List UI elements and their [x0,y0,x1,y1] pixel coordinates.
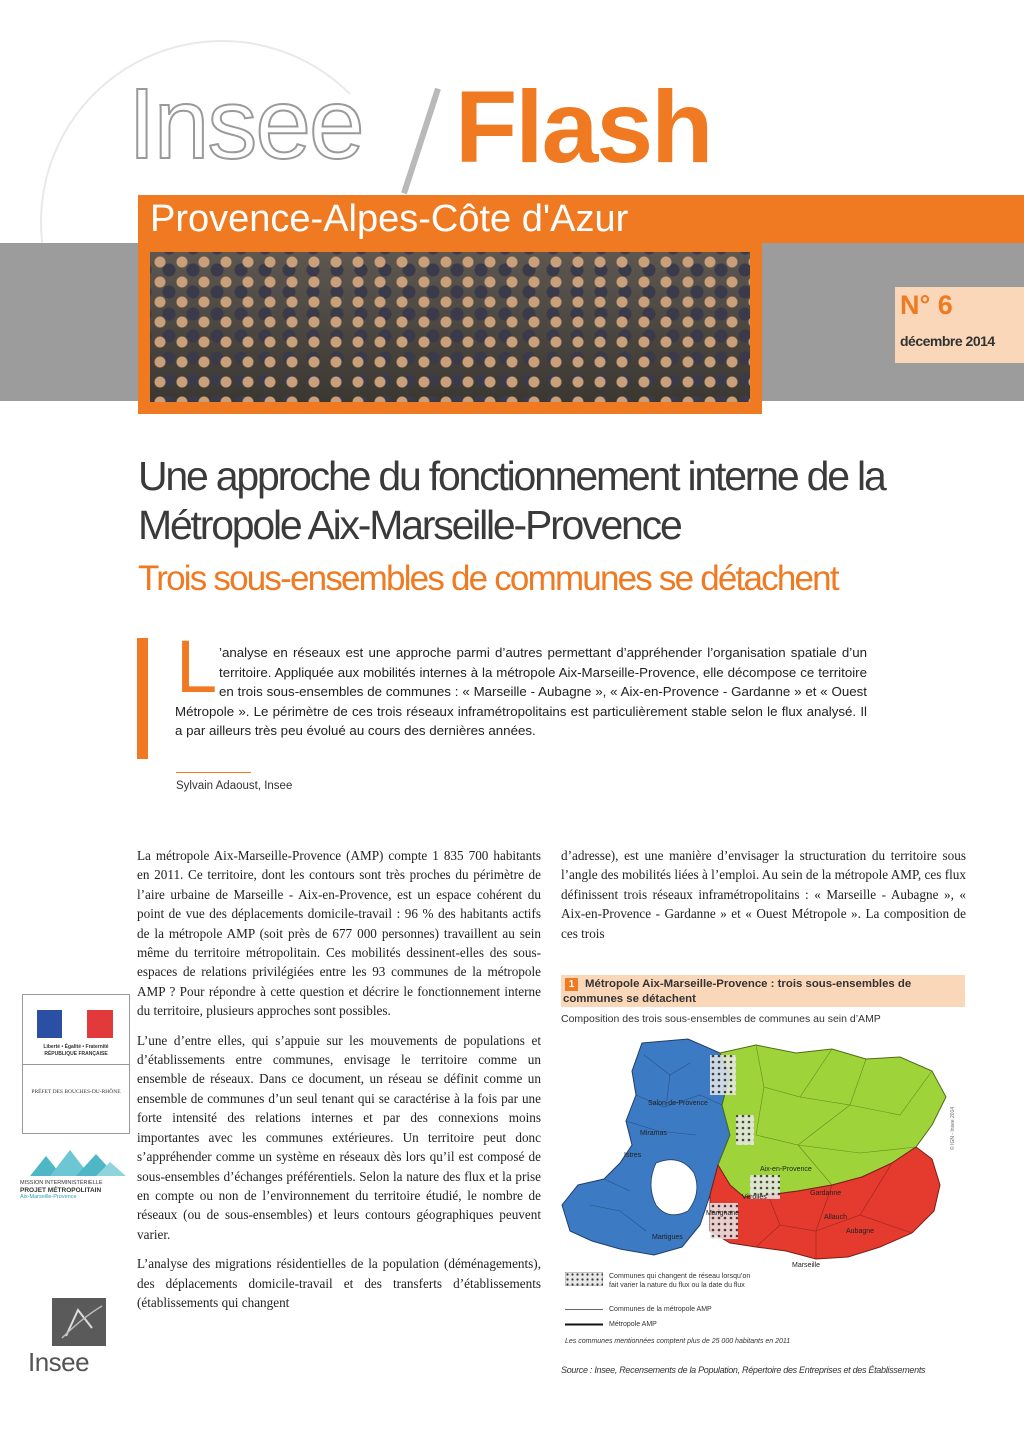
divider [22,1064,130,1065]
hatched-area [710,1203,738,1239]
map-label: Aubagne [846,1228,875,1235]
insee-logo-icon [52,1298,106,1346]
author-rule [176,772,251,773]
body-column-2: d’adresse), est une manière d’envisager la structuration du territoire sous l’angle des mobilités liées à l’emploi. Au sein de la métropole AMP, ces flux définissent trois réseaux inframétropolitains : « Marseille - Aubagne », « Aix-en-Provence - Gardanne » et « Ouest Métropole ». La composition de ces trois [561,848,966,941]
map-note: Les communes mentionnées comptent plus de 25 000 habitants en 2011 [565,1338,791,1345]
body-paragraph: L’une d’entre elles, qui s’appuie sur les mouvements de populations et d’établissements entre communes, envisage le territoire comme un ensemble de réseaux. Dans ce document, un réseau se définit comme un ensemble de communes d’un seul tenant qui se caractérise à la fois par une forte intensité des relations internes et par des connexions moins importantes avec les communes extérieures. Un territoire peut donc s’appréhender comme un système en réseaux dès lors qu’il est composé de sous-ensembles d’échanges préférentiels. Selon la nature des flux et la prise en compte ou non de l’environnement du territoire étudié, le nombre de réseaux (ou de sous-ensembles) et leurs contours géographiques peuvent varier. [137,1032,541,1242]
map-label: Miramas [640,1130,667,1137]
legend-hatched-label: Communes qui changent de réseau lorsqu’on fait varier la nature du flux ou la date du flux [609,1273,751,1289]
intro-text: ’analyse en réseaux est une approche parmi d’autres permettant d’appréhender l’organisation spatiale d’un territoire. Appliquée aux mobilités internes à la métropole Aix-Marseille-Provence, elle décompose ce territoire en trois sous-ensembles de communes : « Marseille - Aubagne », « Aix-en-Provence - Gardanne » et « Ouest Métropole ». Le périmètre de ces trois réseaux inframétropolitains est particulièrement stable selon le flux analysé. Il a par ailleurs très peu évolué au cours des dernières années. [175,645,867,739]
insee-logo-text: Insee [28,1347,90,1377]
intro-paragraph [175,643,867,741]
author: Sylvain Adaoust, Insee [176,780,293,792]
hatched-area [710,1055,736,1095]
intro-accent-bar [137,638,148,759]
prefet-text: PRÉFET DES BOUCHES-DU-RHÔNE [31,1089,121,1095]
figure-source: Source : Insee, Recensements de la Population, Répertoire des Entreprises et des Établissements [561,1365,926,1375]
map-copyright: © IGN - Insee 2014 [950,1106,956,1150]
brand-flash: Flash [455,70,712,184]
network-map [560,1035,950,1270]
republique-text: Liberté • Égalité • Fraternité RÉPUBLIQUE FRANÇAISE [43,1044,109,1057]
map-label: Vitrolles [742,1194,767,1201]
legend-metropole-label: Métropole AMP [609,1321,657,1328]
figure-number: 1 [565,978,578,991]
map-label: Allauch [824,1214,847,1221]
issue-number: N° 6 [900,290,953,320]
map-label: Marignane [706,1210,740,1217]
map-label: Martigues [652,1234,683,1241]
body-paragraph: La métropole Aix-Marseille-Provence (AMP) compte 1 835 700 habitants en 2011. Ce territoire, dont les contours sont très proches du périmètre de l’aire urbaine de Marseille - Aix-en-Provence, est un espace cohérent du point de vue des déplacements domicile-travail : 96 % des habitants actifs de la métropole AMP (soit près de 677 000 personnes) travaillent au sein même du territoire métropolitain. Ces mobilités dessinent-elles des sous-espaces de relations privilégiées entre les 93 communes de la métropole AMP ? Pour répondre à cette question et décrire le fonctionnement interne du territoire, plusieurs approches sont possibles. [137,848,541,1019]
brand-slash [401,88,441,194]
legend-communes-label: Communes de la métropole AMP [609,1306,712,1313]
figure-caption: Composition des trois sous-ensembles de communes au sein d’AMP [561,1013,881,1025]
crowd-photo [150,252,750,402]
page-title: Une approche du fonctionnement interne de la Métropole Aix-Marseille-Provence [138,453,885,548]
mission-text: MISSION INTERMINISTÉRIELLE PROJET MÉTROPOLITAIN Aix-Marseille-Provence [20,1180,103,1200]
intro-dropcap: L [176,625,218,708]
region-name: Provence-Alpes-Côte d'Azur [150,198,629,240]
hatched-swatch-icon [565,1272,603,1286]
figure-title: Métropole Aix-Marseille-Provence : trois sous-ensembles de communes se détachent [563,978,912,1005]
map-label: Aix-en-Provence [760,1166,812,1173]
map-label: Marseille [792,1262,821,1269]
republique-logo [37,1010,113,1038]
body-paragraph: L’analyse des migrations résidentielles de la population (déménagements), des déplacements domicile-travail et des transferts d’établissements (établissements qui changent [137,1256,541,1310]
body-column-1 [137,846,541,1322]
map-label: Salon-de-Provence [648,1100,708,1107]
hatched-area [736,1115,754,1145]
brand-insee: Insee [128,68,363,180]
mission-logo-icon [30,1142,126,1178]
thick-line-icon [565,1320,603,1329]
page-subtitle: Trois sous-ensembles de communes se détachent [138,559,838,598]
etang-de-berre [651,1160,697,1215]
map-label: Istres [624,1152,642,1159]
map-label: Gardanne [810,1190,842,1197]
issue-date: décembre 2014 [900,333,995,349]
thin-line-icon [565,1305,603,1314]
region-ouest-metropole [562,1039,730,1255]
